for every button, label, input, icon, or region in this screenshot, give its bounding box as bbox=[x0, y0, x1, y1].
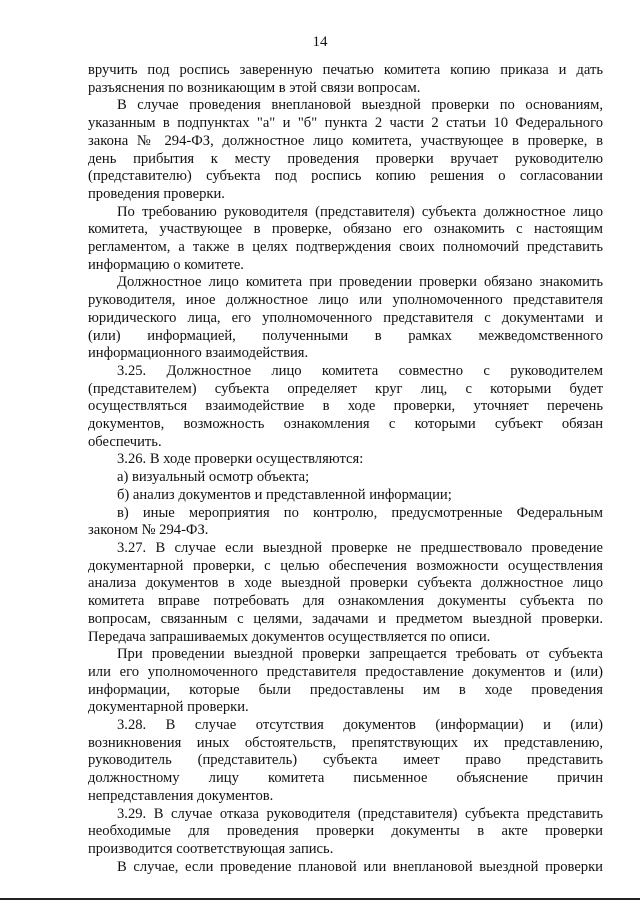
text-line: указанным в подпунктах "а" и "б" пункта 2 части 2 статьи 10 Федерального bbox=[88, 115, 603, 132]
text-line: разъяснения по возникающим в этой связи вопросам. bbox=[88, 79, 421, 96]
text-line: При проведении выездной проверки запрещается требовать от субъекта bbox=[117, 646, 603, 663]
text-line: обеспечить. bbox=[88, 433, 162, 450]
text-line: (или) информацией, полученными в рамках межведомственного bbox=[88, 327, 603, 344]
paragraph bbox=[88, 646, 603, 717]
page-bottom-rule bbox=[0, 898, 640, 900]
paragraph bbox=[88, 487, 603, 505]
text-line: (представителю) субъекта под роспись копию решения о согласовании bbox=[88, 168, 603, 185]
paragraph bbox=[88, 859, 603, 877]
text-line: В случае, если проведение плановой или внеплановой выездной проверки bbox=[117, 858, 603, 875]
text-line: юридического лица, его уполномоченного представителя с документами и bbox=[88, 309, 603, 326]
paragraph bbox=[88, 806, 603, 859]
text-line: или его уполномоченного представителя предоставление документов и (или) bbox=[88, 663, 603, 680]
text-line: документарной проверки, с целью обеспечения возможности осуществления bbox=[88, 557, 603, 574]
text-line: регламентом, а также в целях подтверждения своих полномочий представить bbox=[88, 239, 603, 256]
text-line: необходимые для проведения проверки документы в акте проверки bbox=[88, 823, 603, 840]
text-line: закона № 294-ФЗ, должностное лицо комитета, участвующее в проверке, в bbox=[88, 132, 603, 149]
paragraph bbox=[88, 62, 603, 97]
text-line: возникновения иных обстоятельств, препятствующих их представлению, bbox=[88, 734, 603, 751]
text-line: В случае проведения внеплановой выездной проверки по основаниям, bbox=[117, 97, 603, 114]
text-line: По требованию руководителя (представителя) субъекта должностное лицо bbox=[117, 203, 603, 220]
page-number: 14 bbox=[312, 34, 328, 50]
document-body bbox=[88, 62, 603, 876]
text-line: Передача запрашиваемых документов осуществляется по описи. bbox=[88, 628, 491, 645]
text-line: 3.29. В случае отказа руководителя (представителя) субъекта представить bbox=[117, 805, 603, 822]
paragraph bbox=[88, 204, 603, 275]
paragraph bbox=[88, 97, 603, 203]
text-line: информационного взаимодействия. bbox=[88, 345, 309, 362]
text-line: информацию о комитете. bbox=[88, 256, 244, 273]
text-line: день прибытия к месту проведения проверки вручает руководителю bbox=[88, 150, 603, 167]
text-line: должностному лицу комитета письменное объяснение причин bbox=[88, 770, 603, 787]
text-line: руководитель (представитель) субъекта имеет право представить bbox=[88, 752, 603, 769]
text-line: комитета, участвующее в проверке, обязано его ознакомить с настоящим bbox=[88, 221, 603, 238]
text-line: документарной проверки. bbox=[88, 699, 249, 716]
text-line: законом № 294-ФЗ. bbox=[88, 522, 209, 539]
text-line: осуществляться взаимодействие в ходе проверки, уточняет перечень bbox=[88, 398, 603, 415]
text-line: в) иные мероприятия по контролю, предусмотренные Федеральным bbox=[117, 504, 603, 521]
text-line: а) визуальный осмотр объекта; bbox=[117, 469, 310, 486]
text-line: анализа документов в ходе выездной проверки субъекта должностное лицо bbox=[88, 575, 603, 592]
text-line: 3.25. Должностное лицо комитета совместно с руководителем bbox=[117, 362, 603, 379]
text-line: Должностное лицо комитета при проведении проверки обязано знакомить bbox=[117, 274, 603, 291]
paragraph bbox=[88, 363, 603, 452]
text-line: документов, возможность ознакомления с которыми субъект обязан bbox=[88, 416, 603, 433]
text-line: информации, которые были предоставлены им в ходе проведения bbox=[88, 681, 603, 698]
text-line: руководителя, иное должностное лицо или уполномоченного представителя bbox=[88, 292, 603, 309]
text-line: производится соответствующая запись. bbox=[88, 840, 334, 857]
text-line: комитета вправе потребовать для ознакомления документы субъекта по bbox=[88, 593, 603, 610]
text-line: вопросам, связанным с целями, задачами и предметом выездной проверки. bbox=[88, 610, 603, 627]
paragraph bbox=[88, 540, 603, 646]
text-line: непредставления документов. bbox=[88, 787, 274, 804]
paragraph bbox=[88, 505, 603, 540]
paragraph bbox=[88, 274, 603, 363]
paragraph bbox=[88, 451, 603, 469]
text-line: б) анализ документов и представленной информации; bbox=[117, 486, 452, 503]
text-line: 3.26. В ходе проверки осуществляются: bbox=[117, 451, 364, 468]
text-line: 3.28. В случае отсутствия документов (информации) и (или) bbox=[117, 717, 603, 734]
text-line: вручить под роспись заверенную печатью комитета копию приказа и дать bbox=[88, 62, 603, 78]
paragraph bbox=[88, 717, 603, 806]
text-line: (представителем) субъекта определяет круг лиц, с которыми будет bbox=[88, 380, 603, 397]
paragraph bbox=[88, 469, 603, 487]
text-line: проведения проверки. bbox=[88, 185, 225, 202]
text-line: 3.27. В случае если выездной проверке не предшествовало проведение bbox=[117, 539, 603, 556]
